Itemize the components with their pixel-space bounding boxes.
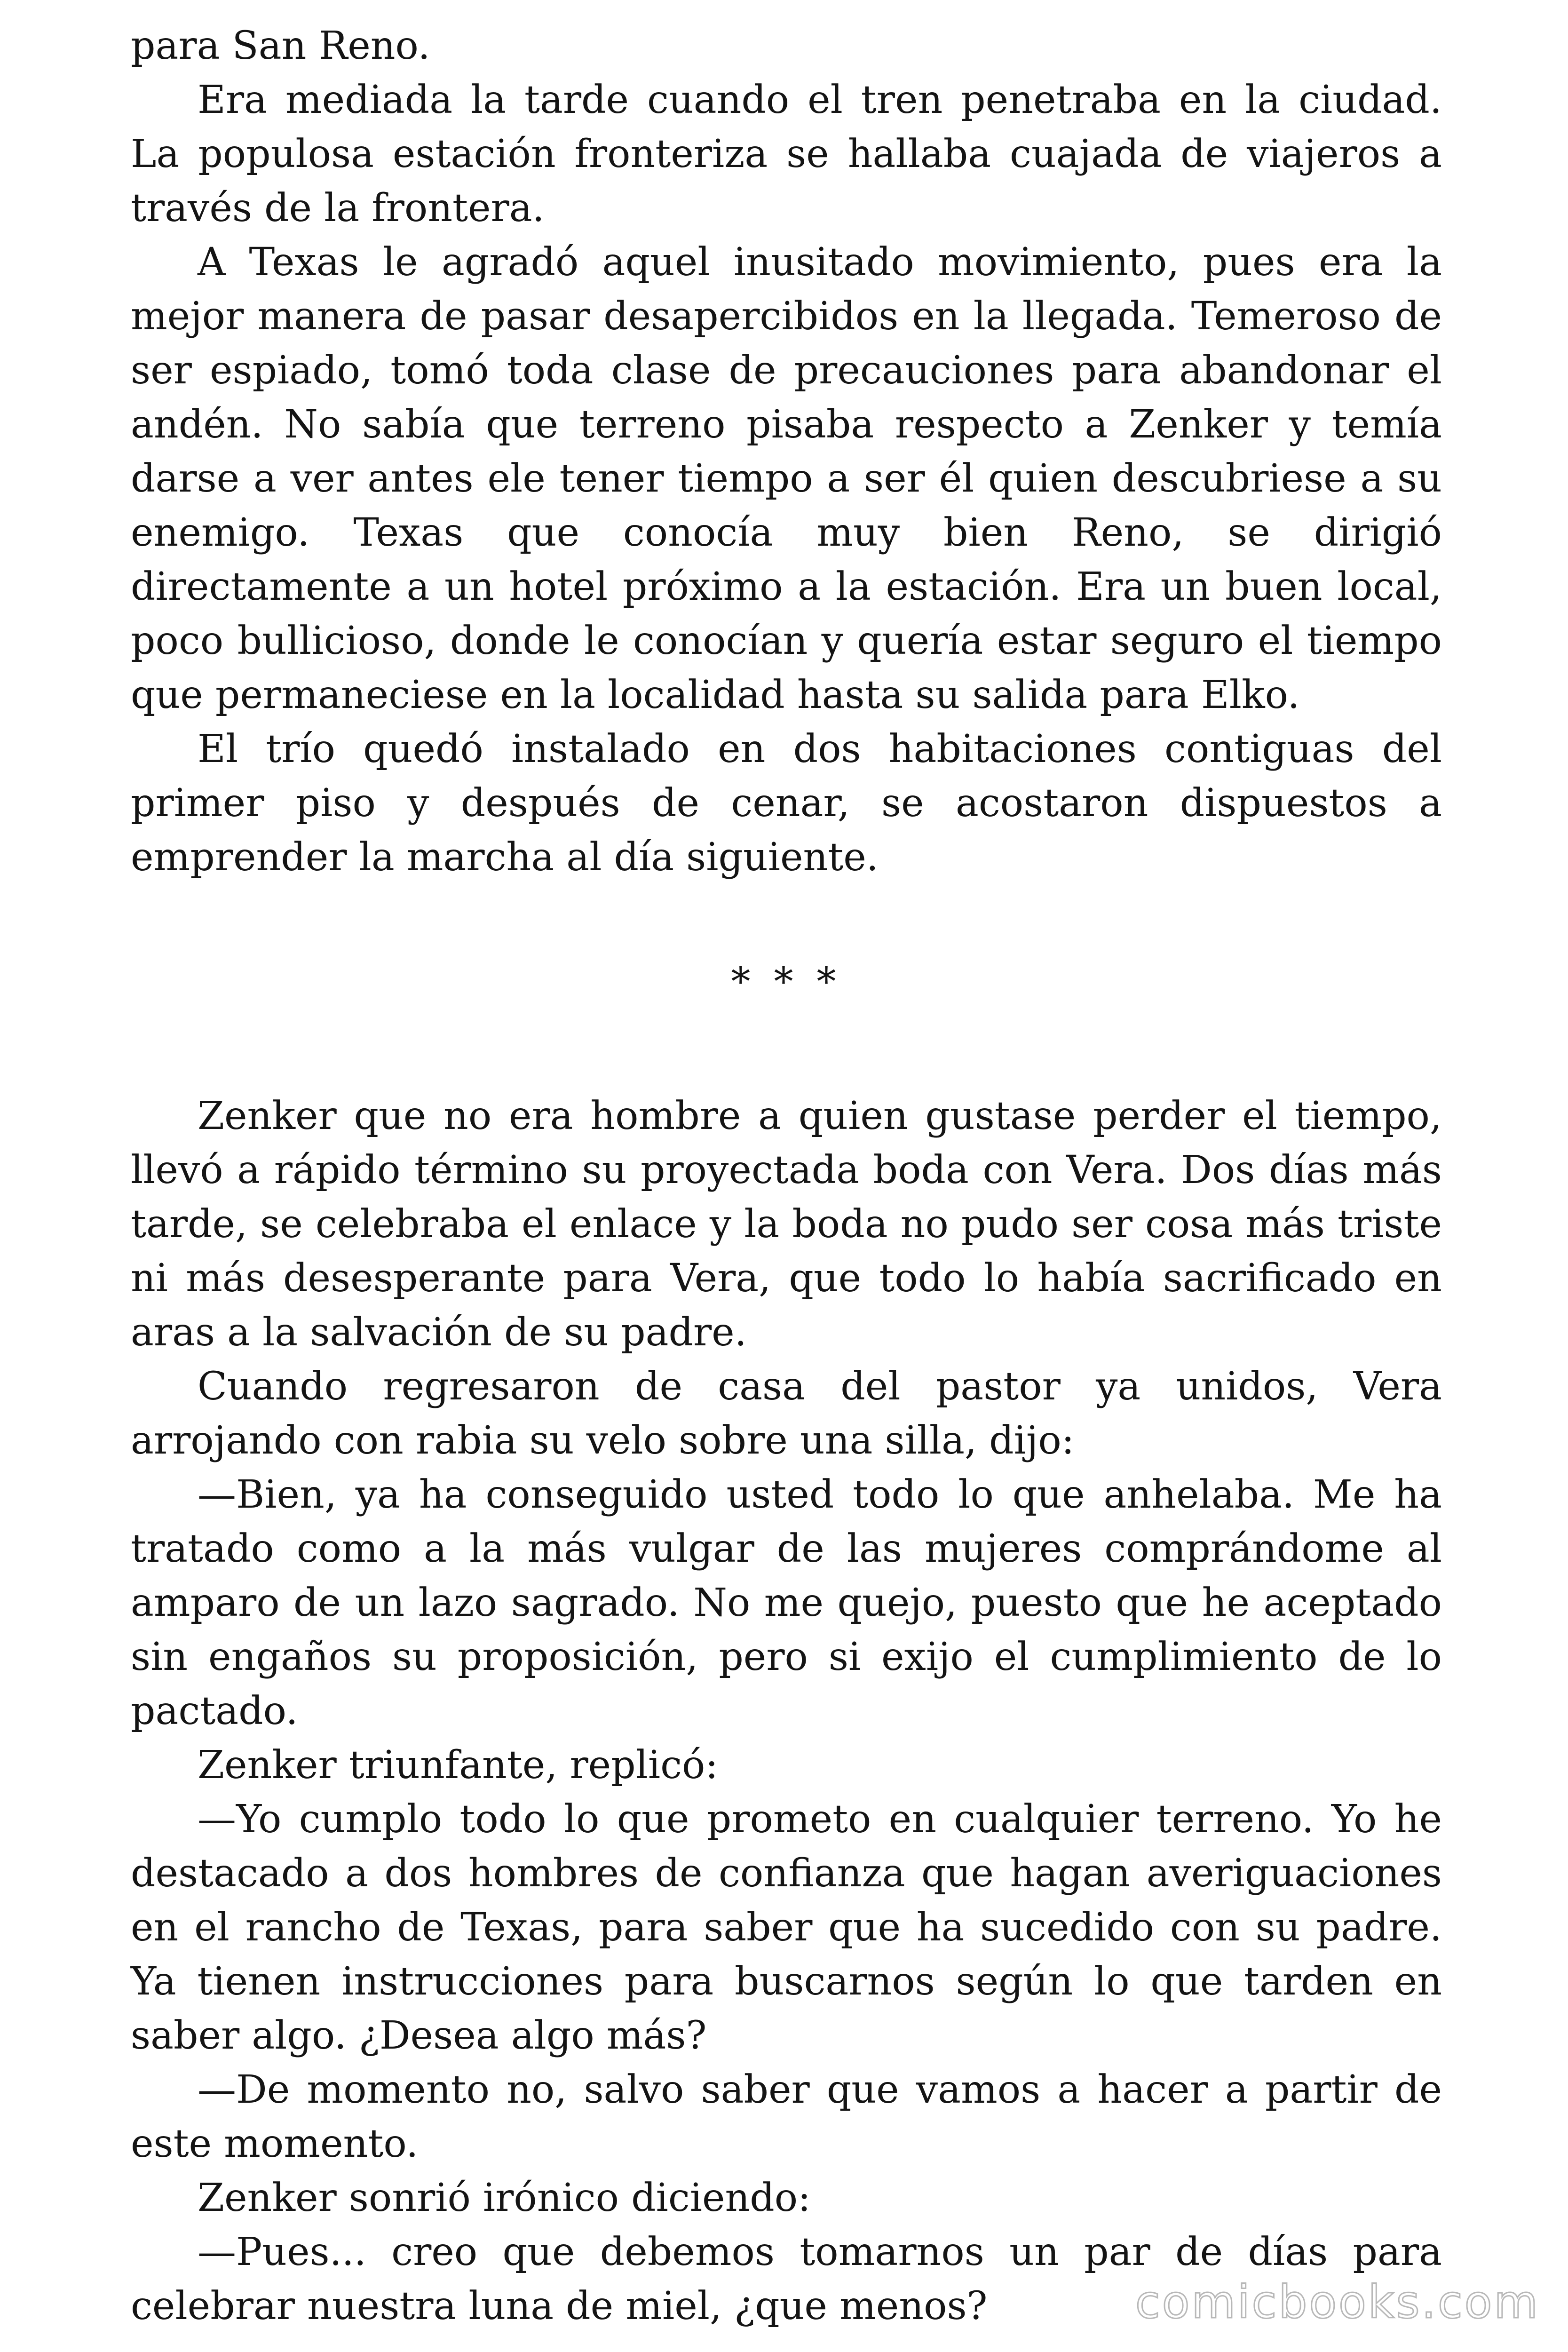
paragraph: —De momento no, salvo saber que vamos a hacer a partir de este momento. — [131, 2067, 1442, 2166]
paragraph: Zenker sonrió irónico diciendo: — [198, 2176, 811, 2220]
paragraph: para San Reno. — [131, 24, 430, 68]
paragraph: Cuando regresaron de casa del pastor ya unidos, Vera arrojando con rabia su velo sobre una silla, dijo: — [131, 1364, 1442, 1463]
paragraph: El trío quedó instalado en dos habitaciones contiguas del primer piso y después de cenar, se acostaron dispuestos a emprender la marcha al día siguiente. — [131, 727, 1442, 880]
paragraph: Zenker triunfante, replicó: — [198, 1743, 719, 1788]
document-page — [131, 19, 1442, 2333]
scene-break: * * * — [731, 960, 842, 1004]
paragraph: Zenker que no era hombre a quien gustase perder el tiempo, llevó a rápido término su proyectada boda con Vera. Dos días más tarde, se celebraba el enlace y la boda no pudo ser cosa más triste ni más desesperante para Vera, que todo lo había sacrificado en aras a la salvación de su padre. — [131, 1094, 1442, 1355]
paragraph: —Bien, ya ha conseguido usted todo lo que anhelaba. Me ha tratado como a la más vulgar de las mujeres comprándome al amparo de un lazo sagrado. No me quejo, puesto que he aceptado sin engaños su proposición, pero si exijo el cumplimiento de lo pactado. — [131, 1472, 1442, 1733]
paragraph: —Pues... creo que debemos tomarnos un par de días para celebrar nuestra luna de miel, ¿que menos? — [131, 2230, 1442, 2328]
watermark: comicbooks.com — [1135, 2276, 1540, 2328]
paragraph: A Texas le agradó aquel inusitado movimiento, pues era la mejor manera de pasar desapercibidos en la llegada. Temeroso de ser espiado, tomó toda clase de precauciones para abandonar el andén. No sabía que terreno pisaba respecto a Zenker y temía darse a ver antes ele tener tiempo a ser él quien descubriese a su enemigo. Texas que conocía muy bien Reno, se dirigió directamente a un hotel próximo a la estación. Era un buen local, poco bullicioso, donde le conocían y quería estar seguro el tiempo que permaneciese en la localidad hasta su salida para Elko. — [131, 240, 1442, 717]
paragraph: Era mediada la tarde cuando el tren penetraba en la ciudad. La populosa estación fronteriza se hallaba cuajada de viajeros a través de la frontera. — [131, 78, 1442, 230]
paragraph: —Yo cumplo todo lo que prometo en cualquier terreno. Yo he destacado a dos hombres de confianza que hagan averiguaciones en el rancho de Texas, para saber que ha sucedido con su padre. Ya tienen instrucciones para buscarnos según lo que tarden en saber algo. ¿Desea algo más? — [131, 1797, 1442, 2058]
